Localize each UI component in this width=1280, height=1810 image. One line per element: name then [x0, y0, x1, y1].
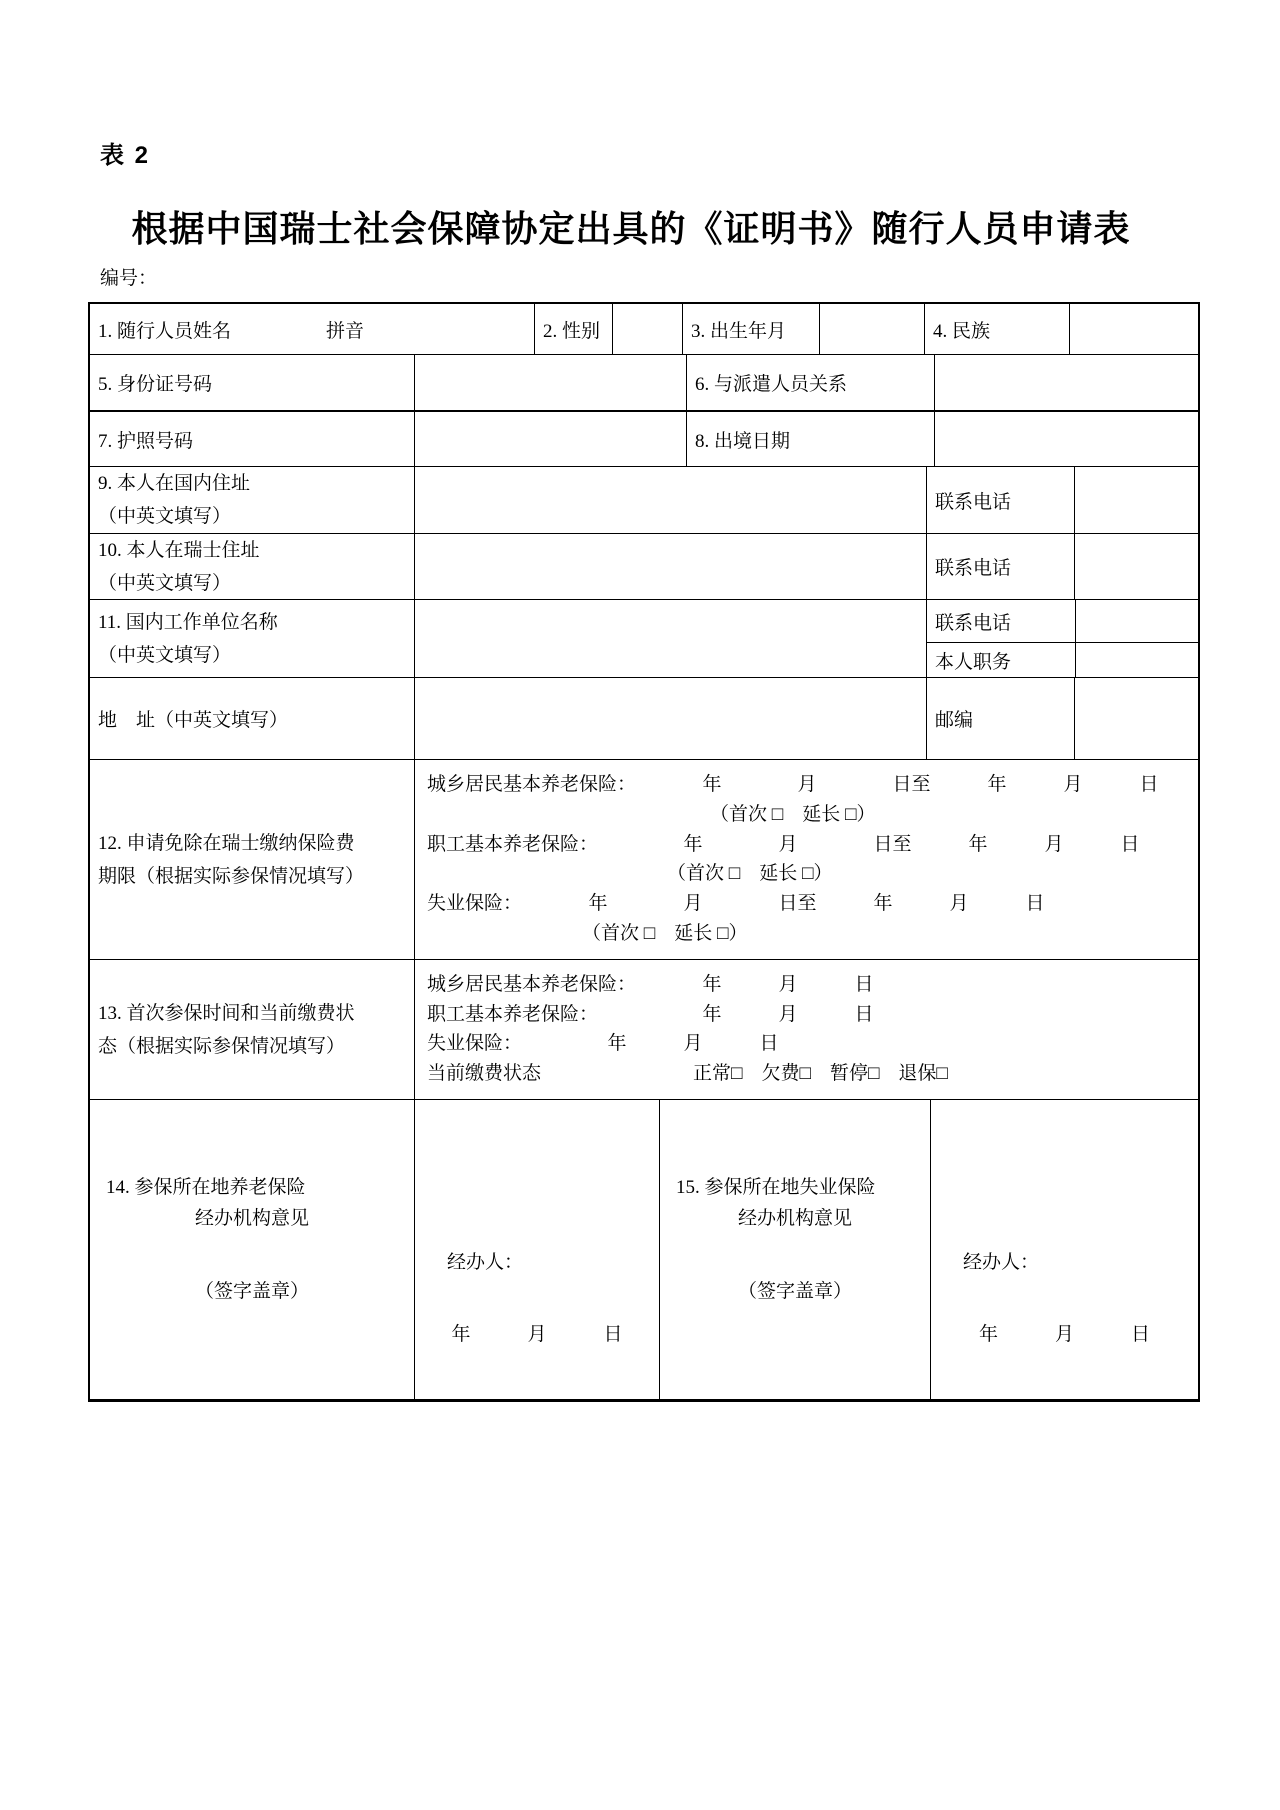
unemployment-date-line: 失业保险： 年 月 日	[427, 1033, 779, 1055]
passport-label-text: 7. 护照号码	[98, 430, 194, 452]
unemployment-signature-stamp-label: （签字盖章）	[737, 1281, 852, 1302]
rural-pension-period-line: 城乡居民基本养老保险： 年 月 日至 年 月 日	[427, 773, 1159, 795]
pension-handler-cell[interactable]	[414, 1100, 659, 1399]
phone-label-text: 联系电话	[935, 491, 1012, 513]
address-label-text: 地 址（中英文填写）	[98, 710, 289, 731]
swiss-address-label-line1: 10. 本人在瑞士住址	[98, 539, 260, 561]
zip-label	[926, 678, 1074, 759]
field-9-domestic-address-label	[90, 467, 414, 533]
swiss-address-input-cell[interactable]	[414, 534, 926, 599]
employer-phone-input-cell[interactable]	[1075, 600, 1198, 642]
employer-label-line1: 11. 国内工作单位名称	[98, 611, 278, 633]
enrollment-status-cell[interactable]	[414, 960, 1198, 1099]
exemption-label-line1: 12. 申请免除在瑞士缴纳保险费	[98, 832, 355, 854]
pension-handler-label: 经办人：	[447, 1252, 524, 1273]
employer-phone-row	[927, 600, 1198, 642]
employer-address-input-cell[interactable]	[414, 678, 926, 759]
field-7-passport-label	[90, 412, 414, 466]
gender-label-text: 2. 性别	[543, 320, 601, 342]
pension-agency-label-line2: 经办机构意见	[194, 1208, 309, 1229]
table-number-label: 表 2	[100, 142, 151, 169]
employer-name-input-cell[interactable]	[414, 600, 926, 677]
domestic-phone-label	[926, 467, 1074, 533]
field-3-birthdate-label	[682, 304, 819, 354]
exit-date-label-text: 8. 出境日期	[695, 430, 791, 452]
name-cell[interactable]	[90, 304, 534, 354]
phone-label-text: 联系电话	[935, 612, 1012, 634]
relation-input-cell[interactable]	[934, 355, 1198, 410]
employee-pension-date-line: 职工基本养老保险： 年 月 日	[427, 1003, 874, 1025]
id-number-input-cell[interactable]	[414, 355, 686, 410]
field-2-gender-label	[534, 304, 612, 354]
passport-input-cell[interactable]	[414, 412, 686, 466]
table-row	[90, 354, 1198, 410]
exit-date-input-cell[interactable]	[934, 412, 1198, 466]
table-row	[90, 759, 1198, 959]
exemption-periods-cell[interactable]	[414, 760, 1198, 959]
unemployment-first-extend-line: （首次 □ 延长 □）	[582, 923, 748, 945]
field-5-id-number-label	[90, 355, 414, 410]
domestic-address-input-cell[interactable]	[414, 467, 926, 533]
ethnicity-input-cell[interactable]	[1069, 304, 1198, 354]
employer-contact-stack	[926, 600, 1198, 677]
field-4-ethnicity-label	[924, 304, 1069, 354]
field-6-relation-label	[686, 355, 934, 410]
field-8-exit-date-label	[686, 412, 934, 466]
status-label-line1: 13. 首次参保时间和当前缴费状	[98, 1002, 355, 1024]
employee-pension-first-extend-line: （首次 □ 延长 □）	[667, 863, 833, 885]
swiss-address-label-line2: （中英文填写）	[98, 572, 232, 594]
field-12-exemption-label	[90, 760, 414, 959]
employer-label-line2: （中英文填写）	[98, 644, 232, 666]
table-row	[90, 1099, 1198, 1399]
serial-number-label: 编号：	[100, 268, 158, 289]
unemployment-agency-label-line2: 经办机构意见	[737, 1208, 852, 1229]
table-row	[90, 533, 1198, 599]
gender-input-cell[interactable]	[612, 304, 682, 354]
birthdate-input-cell[interactable]	[819, 304, 924, 354]
ethnicity-label-text: 4. 民族	[933, 320, 991, 342]
field-10-swiss-address-label	[90, 534, 414, 599]
rural-pension-date-line: 城乡居民基本养老保险： 年 月 日	[427, 973, 874, 995]
pension-agency-label-line1: 14. 参保所在地养老保险	[106, 1177, 306, 1198]
status-label-line2: 态（根据实际参保情况填写）	[98, 1035, 346, 1057]
field-1-pinyin-label: 拼音	[326, 320, 365, 342]
swiss-phone-label	[926, 534, 1074, 599]
field-14-pension-agency-cell	[90, 1100, 414, 1399]
payment-status-options-line: 当前缴费状态 正常□ 欠费□ 暂停□ 退保□	[427, 1063, 948, 1085]
birthdate-label-text: 3. 出生年月	[691, 320, 787, 342]
domestic-address-label-line1: 9. 本人在国内住址	[98, 473, 251, 494]
employer-phone-label	[927, 600, 1075, 642]
position-input-cell[interactable]	[1075, 643, 1198, 677]
table-row	[90, 466, 1198, 533]
field-13-status-label	[90, 960, 414, 1099]
table-row	[90, 304, 1198, 354]
unemployment-handler-label: 经办人：	[963, 1252, 1040, 1273]
relation-label-text: 6. 与派遣人员关系	[695, 374, 848, 395]
field-11-employer-label	[90, 600, 414, 677]
field-15-unemployment-agency-cell	[659, 1100, 930, 1399]
employer-address-label	[90, 678, 414, 759]
exemption-label-line2: 期限（根据实际参保情况填写）	[98, 865, 365, 887]
application-form-table	[88, 302, 1200, 1402]
table-row	[90, 959, 1198, 1099]
position-row	[927, 642, 1198, 677]
zip-input-cell[interactable]	[1074, 678, 1198, 759]
position-label	[927, 643, 1075, 677]
unemployment-agency-label-line1: 15. 参保所在地失业保险	[676, 1177, 876, 1198]
rural-pension-first-extend-line: （首次 □ 延长 □）	[710, 803, 876, 825]
swiss-phone-input-cell[interactable]	[1074, 534, 1198, 599]
zip-label-text: 邮编	[935, 710, 974, 731]
domestic-phone-input-cell[interactable]	[1074, 467, 1198, 533]
field-1-name-label: 1. 随行人员姓名	[98, 320, 232, 342]
id-number-label-text: 5. 身份证号码	[98, 374, 213, 395]
table-row	[90, 677, 1198, 759]
unemployment-date-line: 年 月 日	[978, 1324, 1150, 1345]
unemployment-period-line: 失业保险： 年 月 日至 年 月 日	[427, 893, 1045, 915]
pension-signature-stamp-label: （签字盖章）	[194, 1281, 309, 1302]
position-label-text: 本人职务	[935, 651, 1012, 673]
form-title: 根据中国瑞士社会保障协定出具的《证明书》随行人员申请表	[131, 208, 1131, 249]
phone-label-text: 联系电话	[935, 558, 1012, 579]
domestic-address-label-line2: （中英文填写）	[98, 506, 232, 527]
table-row	[90, 410, 1198, 466]
table-row	[90, 599, 1198, 677]
unemployment-handler-cell[interactable]	[930, 1100, 1198, 1399]
pension-date-line: 年 月 日	[451, 1324, 623, 1345]
employee-pension-period-line: 职工基本养老保险： 年 月 日至 年 月 日	[427, 833, 1140, 855]
